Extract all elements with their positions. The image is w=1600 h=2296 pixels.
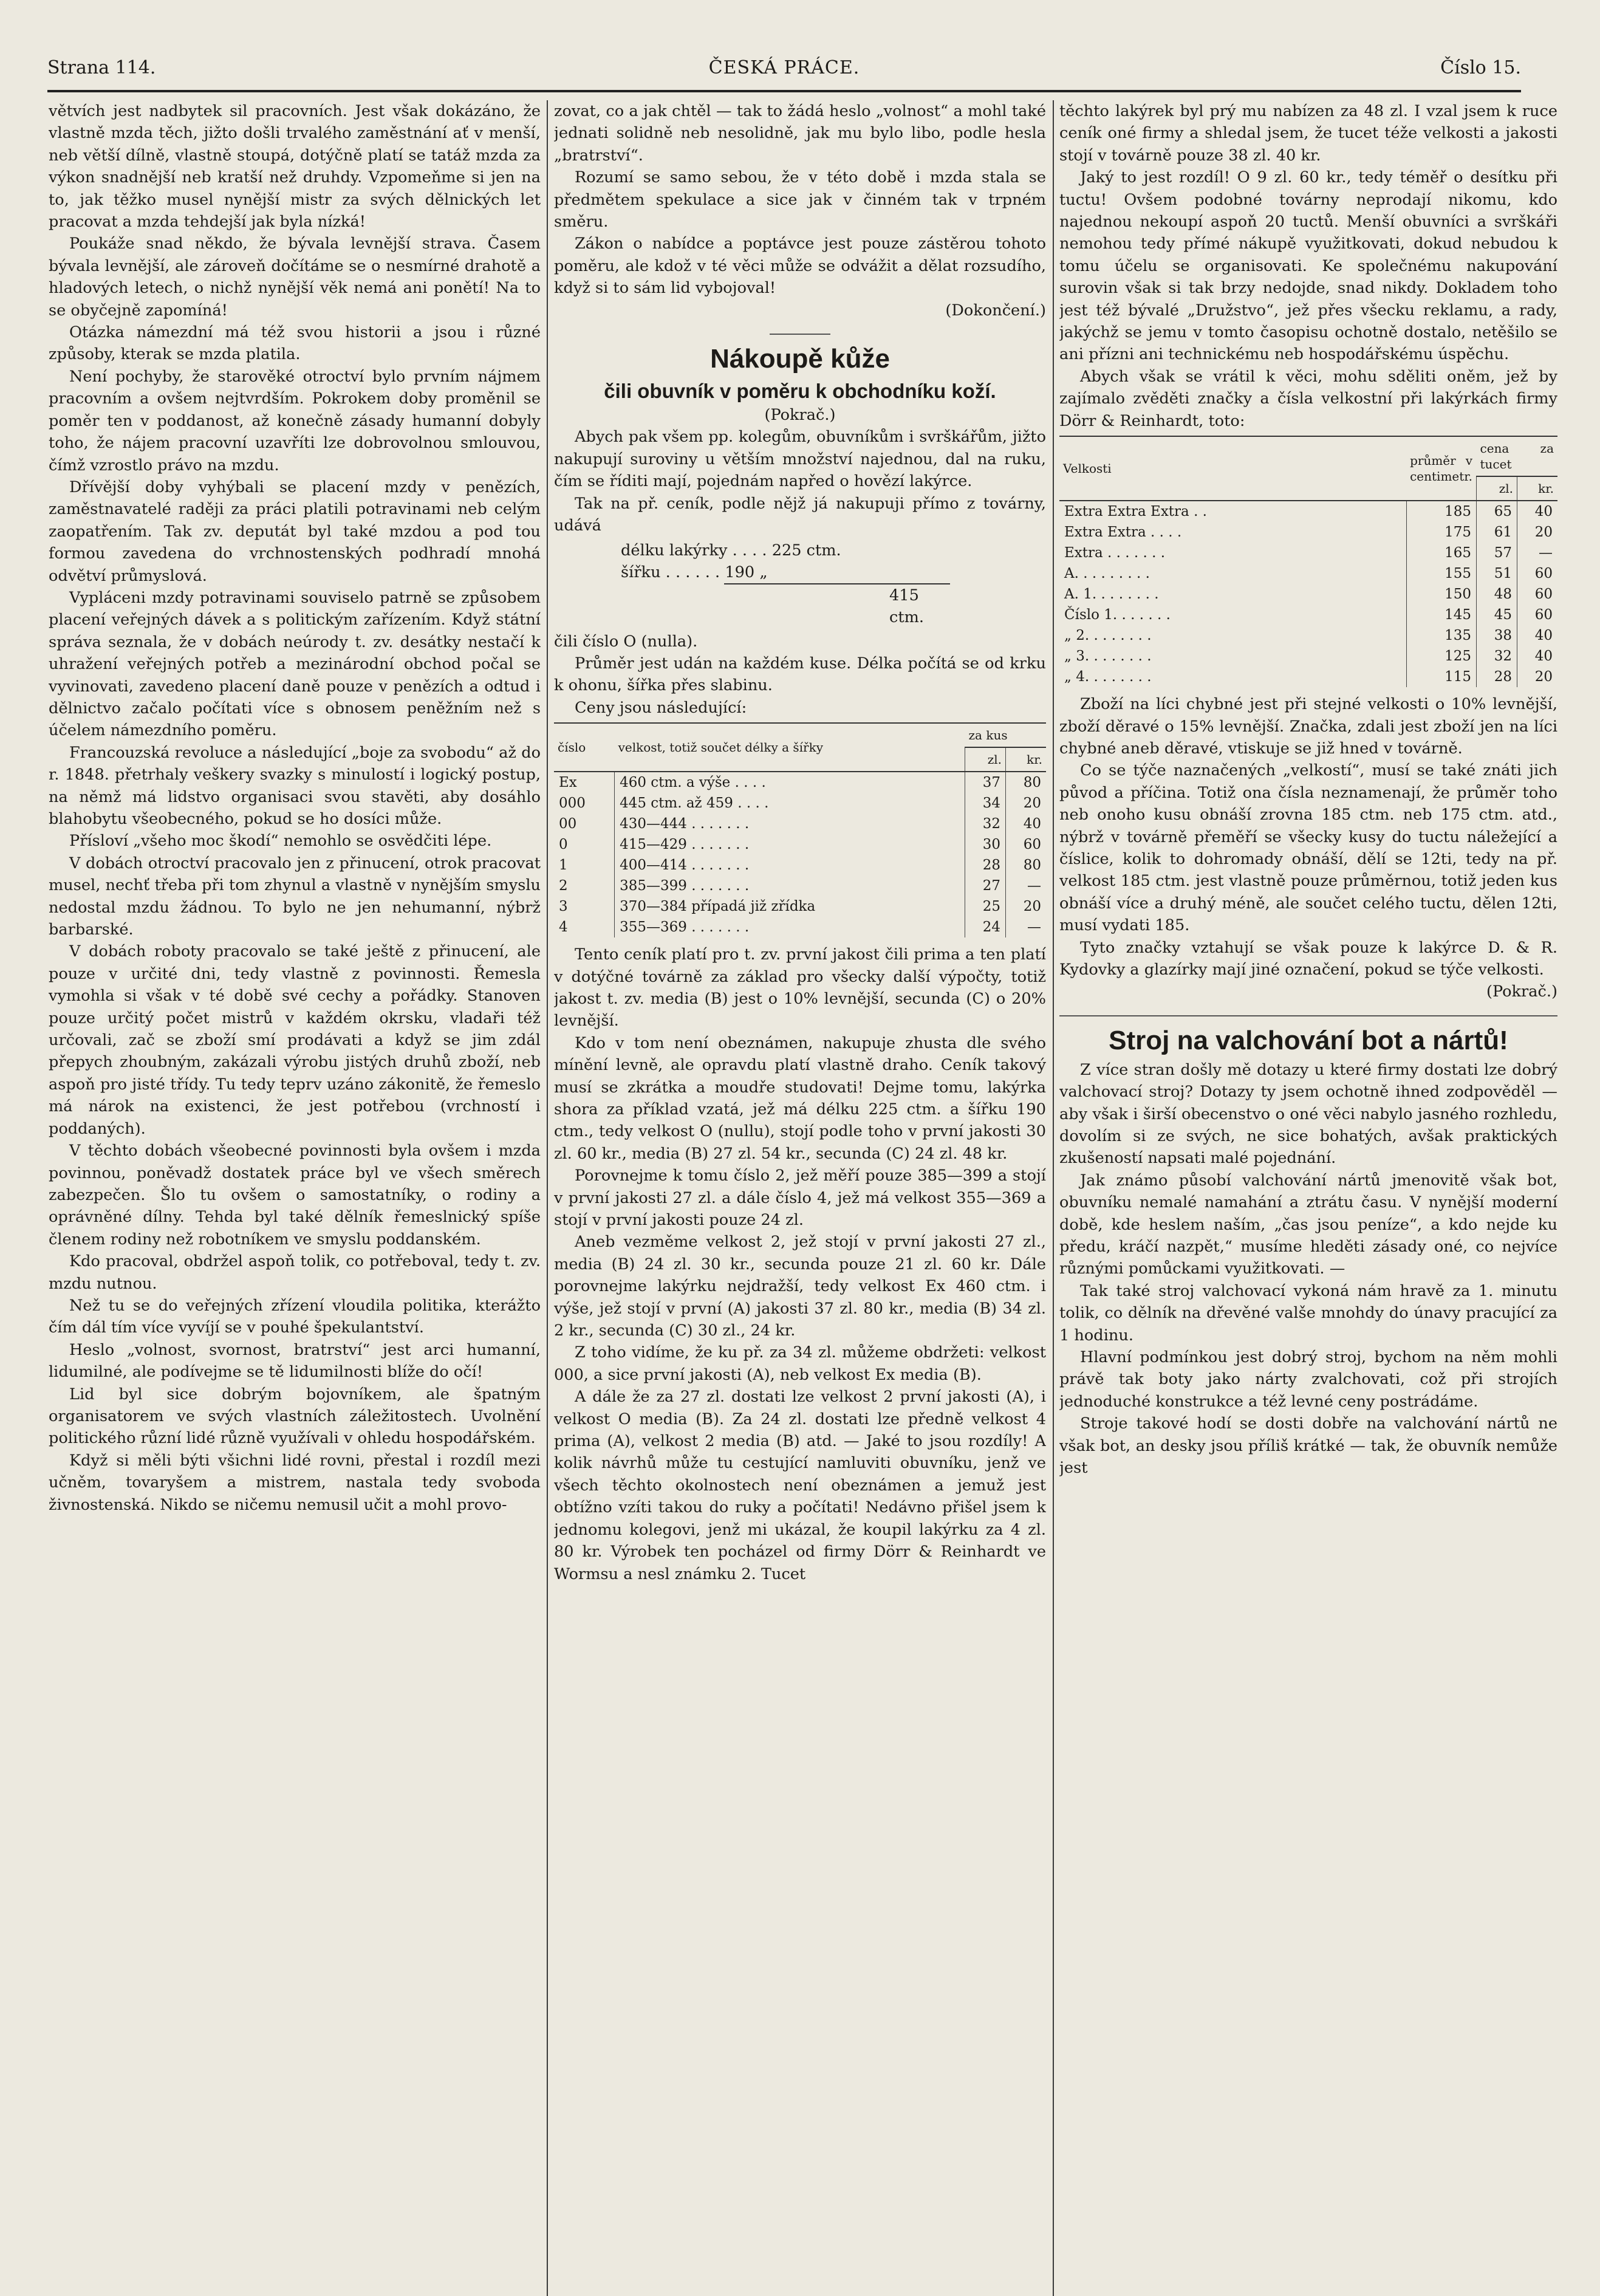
paragraph: Tak na př. ceník, podle nějž já nakupuji přímo z továrny, udává <box>554 494 1046 535</box>
table-row: Extra . . . . . . . 165 57 — <box>1059 543 1557 563</box>
paragraph: Co se týče naznačených „velkostí“, musí se také znáti jich původ a příčina. Totiž ona čísla neznamenají, že průměr toho neb onoho kusu obnáší zrovna 185 ctm. neb 175 ctm. atd., nýbrž v továrně přeměří se všecky kusy do tuctu náležející a číslice, kolik to dohromady obnáší, dělí se 12ti, tedy na př. velkost 185 ctm. jest vlastně pouze průměrnou, totiž jeden kus obnáší více a druhý méně, ale součet celého tuctu, dělen 12ti, musí vydati 185. <box>1059 761 1557 935</box>
paragraph: Vypláceni mzdy potravinami souviselo patrně se způsobem placení veřejných dávek a s politickým zařízením. Když státní správa seznala, že v dobách neúrody t. zv. desátky nestačí k uhražení veřejných potřeb a mezinárodní obchod počal se vyvinovati, zavedeno placení daně pouze v penězích a odtud i dělnictvo začalo počítati více s obnosem peněžním než s účelem námezdního poměru. <box>49 588 541 740</box>
column-3 <box>1059 100 1557 2284</box>
col-header-diameter: průměr v centimetr. <box>1406 436 1476 501</box>
paragraph: Rozumí se samo sebou, že v této době i mzda stala se předmětem spekulace a sice jak v činném tak v trpném směru. <box>554 168 1046 231</box>
paragraph: Tyto značky vztahují se však pouze k lakýrce D. & R. Kydovky a glazírky mají jiné označení, pokud se týče velkosti. <box>1059 938 1557 979</box>
paragraph: Hlavní podmínkou jest dobrý stroj, bychom na něm mohli právě tak boty jako nárty zvalchovati, což při strojích jednoduché konstrukce a též levné ceny postrádáme. <box>1059 1348 1557 1411</box>
paragraph: V dobách otroctví pracovalo jen z přinucení, otrok pracovat musel, nechť třeba při tom zhynul a vlastně v nynějším smyslu nedostal mzdu žádnou. To bylo ne jen nehumanní, nýbrž barbarské. <box>49 854 541 939</box>
paragraph: Zákon o nabídce a poptávce jest pouze zástěrou tohoto poměru, ale kdož v té věci může se odvážit a dělat rozsudího, když si to sám lid vybojoval! <box>554 235 1046 298</box>
paragraph: Stroje takové hodí se dosti dobře na valchování nártů ne však bot, an desky jsou příliš krátké — tak, že obuvník nemůže jest <box>1059 1414 1557 1478</box>
table-row: 2 385—399 . . . . . . . 27 — <box>554 876 1046 896</box>
column-rule-2 <box>1053 100 1054 2296</box>
journal-title: ČESKÁ PRÁCE. <box>708 57 860 78</box>
table-row: „ 4. . . . . . . . 115 28 20 <box>1059 667 1557 687</box>
continued-note: (Pokrač.) <box>1486 982 1557 1001</box>
paragraph: A dále že za 27 zl. dostati lze velkost 2 první jakosti (A), i velkost O media (B). Za 24 zl. dostati lze předně velkost 4 prima (A), velkost 2 media (B) atd. — Jaké to jsou rozdíly! A kolik návrhů může tu cestující namluviti obuvníku, jenž ve všech těchto okolnostech není obeznámen a jemuž jest obtížno vzíti takou do ruky a počítati! Nedávno přišel jsem k jednomu kolegovi, jenž mi ukázal, že koupil lakýrku za 4 zl. 80 kr. Výrobek ten pocházel od firmy Dörr & Reinhardt ve Wormsu a nesl známku 2. Tucet <box>554 1388 1046 1583</box>
table-row: Číslo 1. . . . . . . 145 45 60 <box>1059 605 1557 625</box>
paragraph: Poukáže snad někdo, že bývala levnější strava. Časem bývala levnější, ale zároveň dočítáme se o nesmírné drahotě a hladových letech, o nichž nynější věk nemá ani ponětí! Na to se obyčejně zapomíná! <box>49 235 541 320</box>
length-row: délku lakýrky . . . . 225 ctm. <box>621 541 841 560</box>
page-number: Strana 114. <box>47 57 156 78</box>
paragraph: Z více stran došly mě dotazy u které firmy dostati lze dobrý valchovací stroj? Dotazy ty jsem ochotně ihned zodpověděl — aby však i širší obecenstvo o oné věci nabylo jasného rozhledu, dovolím si ze svých, ne sice bohatých, avšak praktických zkušeností napsati malé pojednání. <box>1059 1060 1557 1168</box>
table-row: 3 370—384 případá již zřídka 25 20 <box>554 896 1046 917</box>
col-header-kr: kr. <box>1517 476 1558 501</box>
separator <box>1059 1015 1557 1016</box>
column-2 <box>554 100 1046 2284</box>
issue-number: Číslo 15. <box>1440 57 1521 78</box>
table-row: A. . . . . . . . . 155 51 60 <box>1059 563 1557 584</box>
col-header-price: cena za tucet <box>1477 436 1558 476</box>
table-row: 00 430—444 . . . . . . . 32 40 <box>554 814 1046 834</box>
paragraph: větvích jest nadbytek sil pracovních. Jest však dokázáno, že vlastně mzda těch, jižto došli trvalého zaměstnání ať v menší, neb větší dílně, vlastně stoupá, dotýčně platí se tatáž mzda za výkon snadnější neb kratší než druhdy. Vzpomeňme si jen na to, jak těžko musel nynější mistr za svých dělnických let pracovat a mzda tehdejší jak byla nízká! <box>49 102 541 231</box>
paragraph: Otázka námezdní má též svou historii a jsou i různé způsoby, kterak se mzda platila. <box>49 323 541 364</box>
article-title-machine: Stroj na valchování bot a nártů! <box>1109 1025 1508 1055</box>
table-row: 1 400—414 . . . . . . . 28 80 <box>554 855 1046 876</box>
paragraph: Než tu se do veřejných zřízení vloudila politika, kterážto čím dál tím více vyvíjí se v pouhé špekulantství. <box>49 1296 541 1337</box>
running-head <box>47 50 1521 86</box>
table-row: Extra Extra . . . . 175 61 20 <box>1059 522 1557 543</box>
article-title-leather: Nákoupě kůže <box>710 344 890 374</box>
paragraph: Tento ceník platí pro t. zv. první jakost čili prima a ten platí v dotýčné továrně za základ pro všecky další výpočty, totiž jakost t. zv. media (B) jest o 10% levnější, secunda (C) o 20% levnější. <box>554 945 1046 1030</box>
paragraph: Přísloví „všeho moc škodí“ nemohlo se osvědčiti lépe. <box>69 832 492 851</box>
col-header-size: Velkosti <box>1059 436 1406 501</box>
width-row: šířku . . . . . . 190 „ <box>621 563 768 581</box>
paragraph: V těchto dobách všeobecné povinnosti byla ovšem i mzda povinnou, poněvadž dostatek práce byl ve všech směrech zabezpečen. Šlo tu ovšem o samostatníky, o rodiny a oprávněné dílny. Tehda byl také dělník řemeslnický spíše členem rodiny než robotníkem ve smyslu poddanském. <box>49 1142 541 1249</box>
table-row: Ex 460 ctm. a výše . . . . 37 80 <box>554 772 1046 793</box>
separator <box>770 334 830 335</box>
table-row: Extra Extra Extra . . 185 65 40 <box>1059 501 1557 522</box>
paragraph: Abych pak všem pp. kolegům, obuvníkům i svrškářům, jižto nakupují suroviny u větším množství najednou, dal na ruku, čím se říditi mají, pojednám napřed o hovězí lakýrce. <box>554 428 1046 491</box>
paragraph: Když si měli býti všichni lidé rovni, přestal i rozdíl mezi učněm, tovaryšem a mistrem, nastala tedy svoboda živnostenská. Nikdo se ničemu nemusil učit a mohl provo- <box>49 1451 541 1514</box>
paragraph: Průměr jest udán na každém kuse. Délka počítá se od krku k ohonu, šířka přes slabinu. <box>554 654 1046 695</box>
paragraph: Porovnejme k tomu číslo 2, jež měří pouze 385—399 a stojí v první jakosti 27 zl. a dále číslo 4, jež má velkost 355—369 a stojí v první jakosti pouze 24 zl. <box>554 1167 1046 1229</box>
col-header-kr: kr. <box>1006 747 1047 772</box>
paragraph: Dřívější doby vyhýbali se placení mzdy v penězích, zaměstnavatelé raději za práci platili potravinami neb celým zaopatřením. Tak zv. deputát byl také mzdou a pod tou formou zavedena do vrchnostenských podhradí mnohá odvětví průmyslová. <box>49 478 541 585</box>
paragraph: Francouzská revoluce a následující „boje za svobodu“ až do r. 1848. přetrhaly veškery svazky s minulostí i logický postup, na němž má lidstvo organisaci svou stavěti, aby dosáhlo blahobytu všeobecného, pokud se ho dosíci může. <box>49 743 541 828</box>
paragraph: Aneb vezměme velkost 2, jež stojí v první jakosti 27 zl., media (B) 24 zl. 30 kr., secunda pouze 21 zl. 60 kr. Dále porovnejme lakýrku nejdražší, tedy velkost Ex 460 ctm. i výše, jež stojí v první (A) jakosti 37 zl. 80 kr., media (B) 34 zl. 2 kr., secunda (C) 30 zl., 24 kr. <box>554 1233 1046 1340</box>
size-table-dorr-reinhardt <box>1059 436 1557 687</box>
table-row: 4 355—369 . . . . . . . 24 — <box>554 917 1046 937</box>
paragraph: Zboží na líci chybné jest při stejné velkosti o 10% levnější, zboží děravé o 15% levnější. Značka, zdali jest zboží jen na líci chybné aneb děravé, vtiskuje se již hned v továrně. <box>1059 695 1557 758</box>
article-subtitle: čili obuvník v poměru k obchodníku koží. <box>604 380 996 403</box>
concluded-note: (Dokončení.) <box>945 301 1046 320</box>
continued-note: (Pokrač.) <box>764 406 836 425</box>
paragraph: Heslo „volnost, svornost, bratrství“ jest arci humanní, lidumilné, ale podívejme se tě lidumilnosti blíže do očí! <box>49 1340 541 1382</box>
col-header-size: velkost, totiž součet délky a šířky <box>615 723 965 772</box>
paragraph: Tak také stroj valchovací vykoná nám hravě za 1. minutu tolik, co dělník na dřevěné valše mnohdy do únavy pracující za 1 hodinu. <box>1059 1281 1557 1345</box>
col-header-price: za kus <box>965 723 1047 747</box>
table-row: „ 2. . . . . . . . 135 38 40 <box>1059 625 1557 646</box>
paragraph: těchto lakýrek byl prý mu nabízen za 48 zl. I vzal jsem k ruce ceník oné firmy a shledal jsem, že tucet téže velkosti a jakosti stojí v továrně pouze 38 zl. 40 kr. <box>1059 102 1557 165</box>
table-row: 0 415—429 . . . . . . . 30 60 <box>554 834 1046 855</box>
table-row: „ 3. . . . . . . . 125 32 40 <box>1059 646 1557 667</box>
table-row: A. 1. . . . . . . . 150 48 60 <box>1059 584 1557 605</box>
paragraph: Ceny jsou následující: <box>575 698 747 717</box>
paragraph: V dobách roboty pracovalo se také ještě z přinucení, ale pouze v určité dni, tedy vlastně z povinnosti. Řemesla vymohla si však v té době své cechy a pořádky. Stanoven pouze určitý počet mistrů v každém okrsku, vladaři též určovali, zač se zboží smí prodávati a když se jim zdál přepych zhoubným, zakázali výrobu jistých druhů zboží, neb aspoň pro jisté třídy. Tu tedy teprv uzáno zákonitě, že řemeslo má nárok na existenci, že jest potřebou (vrchností i poddaných). <box>49 942 541 1138</box>
paragraph: Jaký to jest rozdíl! O 9 zl. 60 kr., tedy téměř o desítku při tuctu! Ovšem podobné továrny neprodají nikomu, kdo najednou nekoupí aspoň 20 tuctů. Menší obuvníci a svrškáři nemohou tedy přímé nákupě využitkovati, dokud nebudou k tomu účelu se organisovati. Ke společnému nakupování surovin však si tak brzy nedojde, snad nikdy. Dokladem toho jest též bývalé „Družstvo“, jež přes všecku reklamu, a rady, jakýchž se jemu v tomto časopisu ochotně dostalo, netěšilo se ani přízni ani technickému neb hospodářskému úspěchu. <box>1059 168 1557 364</box>
paragraph: Kdo pracoval, obdržel aspoň tolik, co potřeboval, tedy t. zv. mzdu nutnou. <box>49 1252 541 1293</box>
paragraph: zovat, co a jak chtěl — tak to žádá heslo „volnost“ a mohl také jednati solidně neb nesolidně, jak mu bylo libo, podle hesla „bratrství“. <box>554 102 1046 165</box>
col-header-zl: zl. <box>1477 476 1517 501</box>
sum-row: 415 ctm. <box>724 583 950 628</box>
paragraph: Lid byl sice dobrým bojovníkem, ale špatným organisatorem ve svých vlastních záležitostech. Uvolnění politického různí lidé různě využívali v ohledu hospodářském. <box>49 1385 541 1448</box>
col-header-number: číslo <box>554 723 615 772</box>
column-1 <box>49 100 541 2284</box>
price-table-leather <box>554 722 1046 937</box>
header-rule <box>47 90 1521 92</box>
column-rule-1 <box>547 100 548 2296</box>
table-row: 000 445 ctm. až 459 . . . . 34 20 <box>554 793 1046 814</box>
paragraph: Z toho vidíme, že ku př. za 34 zl. můžeme obdržeti: velkost 000, a sice první jakosti (A), neb velkost Ex media (B). <box>554 1343 1046 1384</box>
paragraph: Kdo v tom není obeznámen, nakupuje zhusta dle svého mínění levně, ale opravdu platí vlastně draho. Ceník takový musí se zkrátka a moudře studovati! Dejme tomu, lakýrka shora za příklad vzatá, jež má délku 225 ctm. a šířku 190 ctm., tedy velkost O (nullu), stojí podle toho v první jakosti 30 zl. 60 kr., media (B) 27 zl. 54 kr., secunda (C) 24 zl. 48 kr. <box>554 1033 1046 1163</box>
measurements <box>621 540 1046 628</box>
paragraph: Jak známo působí valchování nártů jmenovitě však bot, obuvníku nemalé namahání a ztrátu času. V nynější moderní době, kde heslem naším, „čas jsou peníze“, a kdo nejde ku předu, kráčí nazpět,“ musíme hleděti zásady oné, co nejvíce různými pomůckami využitkovati. — <box>1059 1171 1557 1278</box>
col-header-zl: zl. <box>965 747 1006 772</box>
paragraph: čili číslo O (nulla). <box>554 632 698 651</box>
paragraph: Není pochyby, že starověké otroctví bylo prvním nájmem pracovním a ovšem nejtvrdším. Pokrokem doby proměnil se poměr ten v poddanost, až konečně zásady humanní dobyly toho, že nájem pracovní uzavříti lze dobrovolnou smlouvou, čímž vzrostlo právo na mzdu. <box>49 367 541 475</box>
paragraph: Abych však se vrátil k věci, mohu sděliti oněm, jež by zajímalo zvěděti značky a čísla velkostní při lakýrkách firmy Dörr & Reinhardt, toto: <box>1059 367 1557 430</box>
